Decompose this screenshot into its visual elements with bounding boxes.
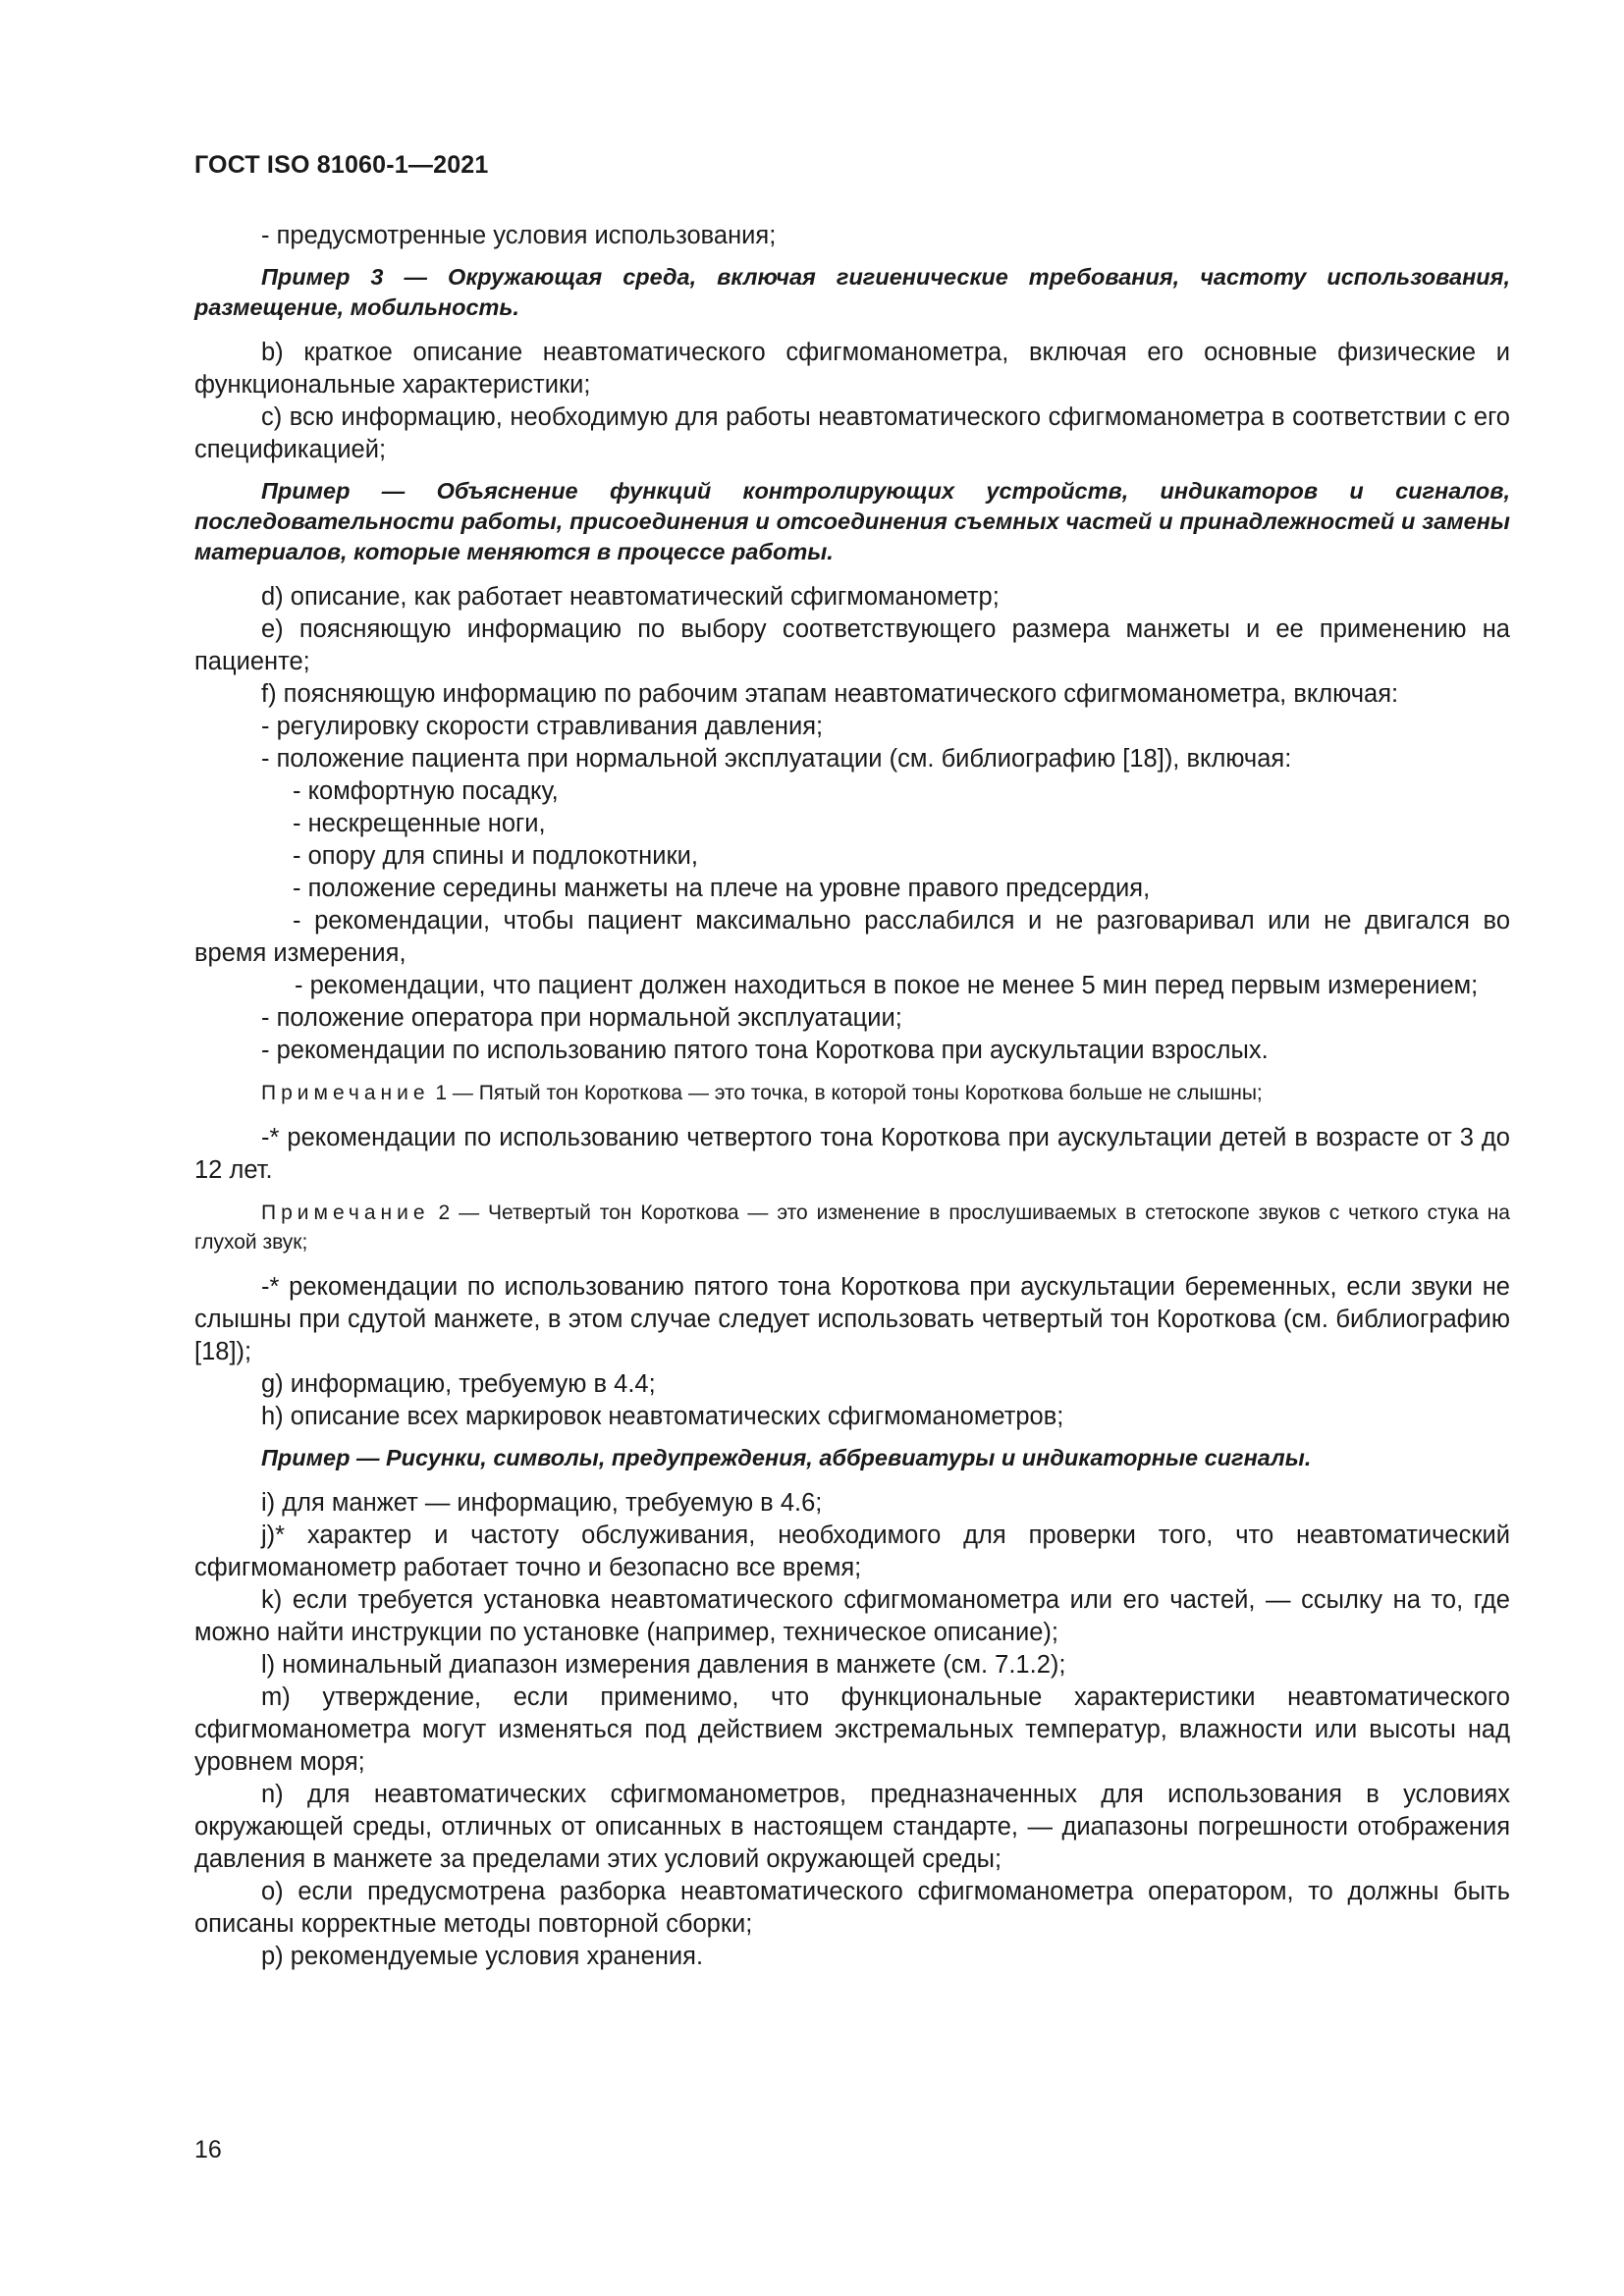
sub-list-item: - положение середины манжеты на плече на уровне правого предсердия, bbox=[293, 875, 1151, 902]
paragraph-b: b) краткое описание неавтоматического сфигмоманометра, включая его основные физические и функциональные характеристики; bbox=[194, 339, 1510, 399]
sub-list-item-wrapped: - рекомендации, чтобы пациент максимально расслабился и не разговаривал или не двигался во время измерения, bbox=[194, 907, 1510, 967]
paragraph-l: l) номинальный диапазон измерения давления в манжете (см. 7.1.2); bbox=[261, 1651, 1066, 1679]
list-item: - регулировку скорости стравливания давления; bbox=[261, 713, 824, 740]
paragraph-h: h) описание всех маркировок неавтоматических сфигмоманометров; bbox=[261, 1403, 1064, 1430]
sub-list-item: - нескрещенные ноги, bbox=[293, 810, 546, 837]
list-item: - рекомендации по использованию пятого тона Короткова при аускультации взрослых. bbox=[261, 1037, 1269, 1064]
paragraph-d: d) описание, как работает неавтоматический сфигмоманометр; bbox=[261, 583, 1000, 611]
sub-list-item: - опору для спины и подлокотники, bbox=[293, 842, 698, 870]
standard-header: ГОСТ ISO 81060-1—2021 bbox=[194, 151, 489, 179]
paragraph-f: f) поясняющую информацию по рабочим этапам неавтоматического сфигмоманометра, включая: bbox=[261, 680, 1399, 708]
example-paragraph: Пример — Объяснение функций контролирующих устройств, индикаторов и сигналов, последовательности работы, присоединения и отсоединения съемных частей и принадлежностей и замены материалов, которые меняются в процессе работы. bbox=[194, 478, 1510, 564]
paragraph-m: m) утверждение, если применимо, что функциональные характеристики неавтоматического сфигмоманометра могут изменяться под действием экстремальных температур, влажности или высоты над уровнем моря; bbox=[194, 1683, 1510, 1776]
list-item: - положение пациента при нормальной эксплуатации (см. библиографию [18]), включая: bbox=[261, 745, 1292, 773]
paragraph-g: g) информацию, требуемую в 4.4; bbox=[261, 1370, 656, 1398]
sub-list-item: - комфортную посадку, bbox=[293, 777, 559, 805]
sub-list-item-wrapped: - рекомендации, что пациент должен находиться в покое не менее 5 мин перед первым измерением; bbox=[295, 972, 1479, 999]
note-text: 2 — Четвертый тон Короткова — это изменение в прослушиваемых в стетоскопе звуков с четкого стука на глухой звук; bbox=[194, 1201, 1510, 1254]
example-paragraph: Пример 3 — Окружающая среда, включая гигиенические требования, частоту использования, размещение, мобильность. bbox=[194, 264, 1510, 320]
list-item-star: -* рекомендации по использованию четвертого тона Короткова при аускультации детей в возрасте от 3 до 12 лет. bbox=[194, 1124, 1510, 1184]
list-item-star: -* рекомендации по использованию пятого тона Короткова при аускультации беременных, если звуки не слышны при сдутой манжете, в этом случае следует использовать четвертый тон Короткова (см. библиографию [18]); bbox=[194, 1273, 1510, 1365]
paragraph-o: o) если предусмотрена разборка неавтоматического сфигмоманометра оператором, то должны быть описаны корректные методы повторной сборки; bbox=[194, 1878, 1510, 1938]
paragraph-p: p) рекомендуемые условия хранения. bbox=[261, 1943, 704, 1970]
list-item: - предусмотренные условия использования; bbox=[261, 222, 777, 249]
note-text: 1 — Пятый тон Короткова — это точка, в которой тоны Короткова больше не слышны; bbox=[429, 1082, 1263, 1104]
document-body bbox=[194, 220, 1510, 1973]
paragraph-e: e) поясняющую информацию по выбору соответствующего размера манжеты и ее применению на пациенте; bbox=[194, 615, 1510, 675]
page-number: 16 bbox=[194, 2136, 222, 2163]
paragraph-j: j)* характер и частоту обслуживания, необходимого для проверки того, что неавтоматический сфигмоманометр работает точно и безопасно все время; bbox=[194, 1522, 1510, 1581]
paragraph-i: i) для манжет — информацию, требуемую в 4.6; bbox=[261, 1489, 823, 1517]
list-item: - положение оператора при нормальной эксплуатации; bbox=[261, 1004, 902, 1032]
note-label: Примечание bbox=[261, 1082, 430, 1104]
paragraph-n: n) для неавтоматических сфигмоманометров, предназначенных для использования в условиях окружающей среды, отличных от описанных в настоящем стандарте, — диапазоны погрешности отображения давления в манжете за пределами этих условий окружающей среды; bbox=[194, 1781, 1510, 1873]
paragraph-k: k) если требуется установка неавтоматического сфигмоманометра или его частей, — ссылку на то, где можно найти инструкции по установке (например, техническое описание); bbox=[194, 1586, 1510, 1646]
paragraph-c: c) всю информацию, необходимую для работы неавтоматического сфигмоманометра в соответствии с его спецификацией; bbox=[194, 403, 1510, 463]
note-2 bbox=[194, 1199, 1510, 1257]
example-paragraph: Пример — Рисунки, символы, предупреждения, аббревиатуры и индикаторные сигналы. bbox=[261, 1445, 1312, 1470]
note-1 bbox=[194, 1079, 1510, 1108]
note-label: Примечание bbox=[261, 1201, 430, 1224]
